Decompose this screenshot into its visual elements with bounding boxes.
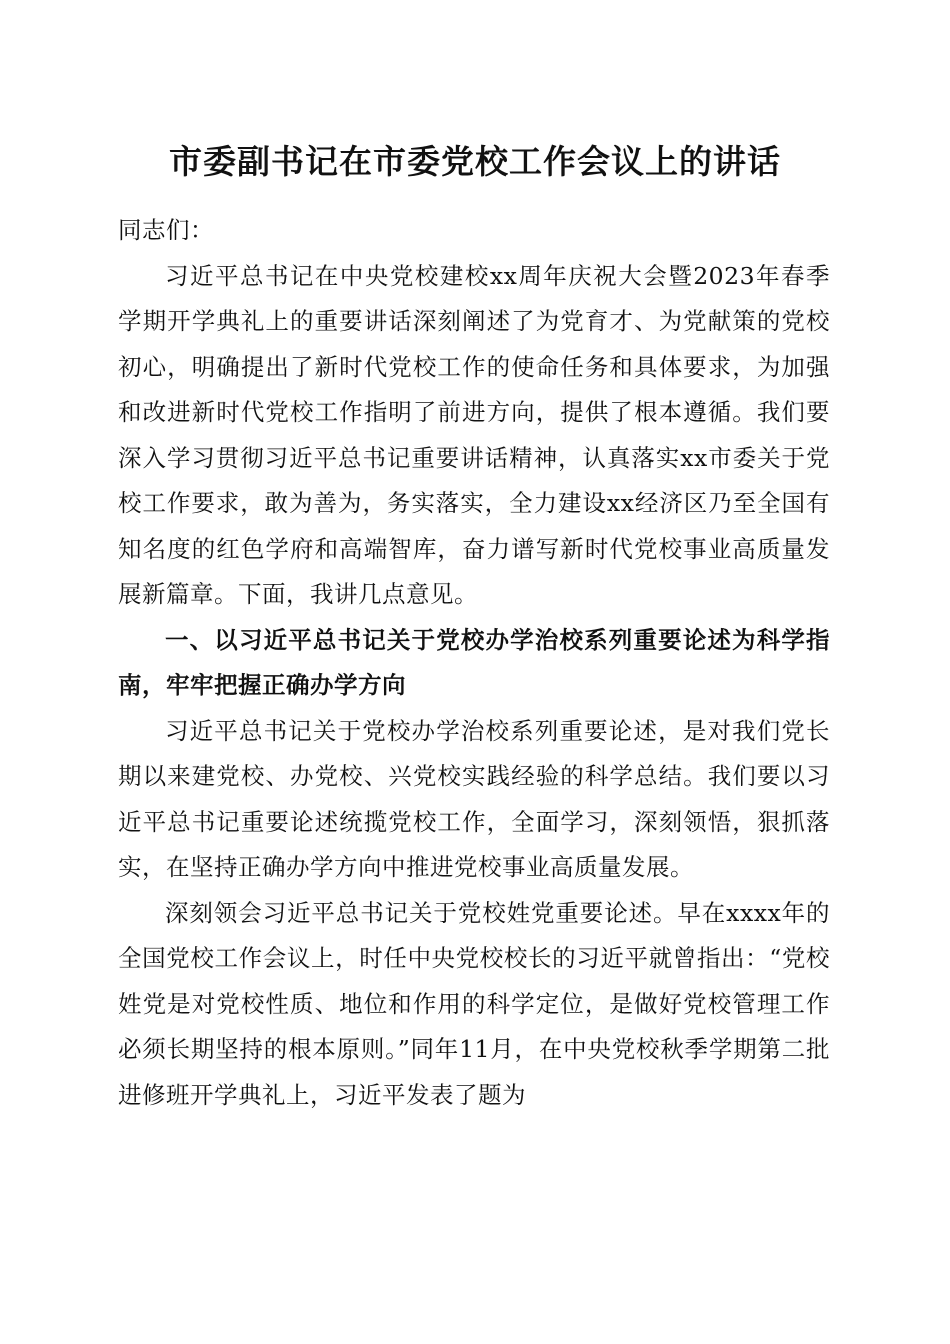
document-body [118, 208, 830, 1118]
paragraph-intro: 习近平总书记在中央党校建校xx周年庆祝大会暨2023年春季学期开学典礼上的重要讲话深刻阐述了为党育才、为党献策的党校初心，明确提出了新时代党校工作的使命任务和具体要求，为加强和改进新时代党校工作指明了前进方向，提供了根本遵循。我们要深入学习贯彻习近平总书记重要讲话精神，认真落实xx市委关于党校工作要求，敢为善为，务实落实，全力建设xx经济区乃至全国有知名度的红色学府和高端智库，奋力谱写新时代党校事业高质量发展新篇章。下面，我讲几点意见。 [118, 261, 830, 608]
paragraph-party-nature: 深刻领会习近平总书记关于党校姓党重要论述。早在xxxx年的全国党校工作会议上，时任中央党校校长的习近平就曾指出：“党校姓党是对党校性质、地位和作用的科学定位，是做好党校管理工作必须长期坚持的根本原则。”同年11月，在中央党校秋季学期第二批进修班开学典礼上，习近平发表了题为 [118, 898, 830, 1109]
document-title: 市委副书记在市委党校工作会议上的讲话 [169, 142, 781, 181]
section-heading-1: 一、以习近平总书记关于党校办学治校系列重要论述为科学指南，牢牢把握正确办学方向 [118, 625, 830, 699]
salutation: 同志们： [118, 216, 214, 244]
paragraph-section-1-intro: 习近平总书记关于党校办学治校系列重要论述，是对我们党长期以来建党校、办党校、兴党校实践经验的科学总结。我们要以习近平总书记重要论述统揽党校工作，全面学习，深刻领悟，狠抓落实，在坚持正确办学方向中推进党校事业高质量发展。 [118, 716, 830, 881]
